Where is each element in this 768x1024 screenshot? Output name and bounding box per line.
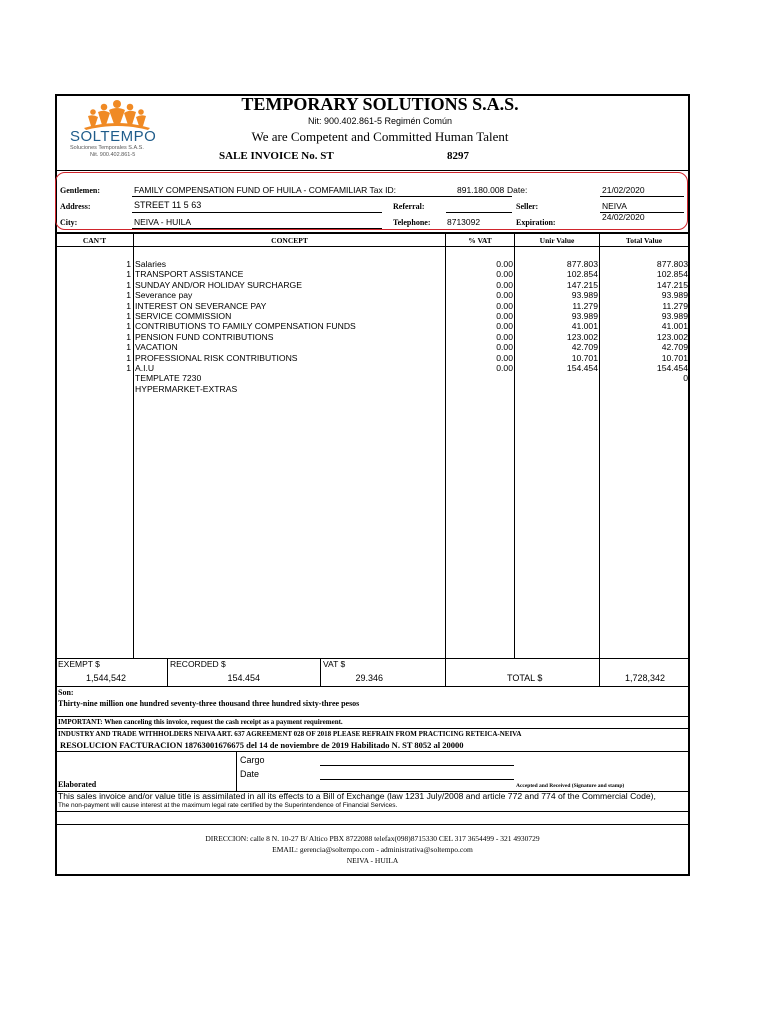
row-qty: 1 [126, 362, 131, 373]
table-row [56, 363, 689, 373]
row-qty: 1 [126, 342, 131, 353]
row-vat: 0.00 [496, 259, 513, 269]
header-qty: CAN'T [82, 236, 107, 245]
row-concept: A.I.U [135, 362, 155, 373]
row-qty: 1 [126, 290, 131, 301]
withholders-note: INDUSTRY AND TRADE WITHHOLDERS NEIVA ART. 637 AGREEMENT 028 OF 2018 PLEASE REFRAIN FROM PRACTICING RETEICA-NEIVA [58, 730, 522, 738]
row-vat: 0.00 [496, 352, 513, 363]
recorded-value: 154.454 [227, 673, 260, 683]
table-row [56, 301, 689, 311]
expiration-value: 24/02/2020 [602, 212, 645, 222]
table-row [56, 332, 689, 342]
exempt-label: EXEMPT $ [58, 659, 100, 669]
elaborated-label: Elaborated [58, 780, 97, 789]
cargo-label: Cargo [240, 755, 265, 765]
row-total-value: 147.215 [656, 279, 688, 290]
invoice-number: 8297 [447, 150, 469, 162]
row-concept: PENSION FUND CONTRIBUTIONS [135, 331, 274, 342]
row-qty: 1 [126, 352, 131, 363]
row-concept: VACATION [135, 342, 178, 353]
logo-nit: Nit. 900.402.861-5 [90, 152, 136, 158]
address-label: Address: [60, 202, 91, 211]
row-unit-value: 877.803 [566, 259, 598, 269]
logo-brand: SOLTEMPO [70, 128, 157, 145]
row-unit-value: 42.709 [571, 342, 598, 353]
expiration-label: Expiration: [516, 218, 556, 227]
header-concept: CONCEPT [271, 236, 308, 245]
table-row [56, 342, 689, 352]
sign-date-label: Date [240, 769, 260, 779]
row-qty: 1 [126, 300, 131, 311]
row-unit-value: 123.002 [566, 331, 598, 342]
telephone-label: Telephone: [393, 218, 431, 227]
row-unit-value: 11.279 [572, 300, 598, 311]
table-row [56, 259, 689, 269]
company-tagline: We are Competent and Committed Human Talent [251, 129, 509, 144]
table-row [56, 280, 689, 290]
row-concept: TEMPLATE 7230 [135, 373, 202, 384]
important-note: IMPORTANT: When canceling this invoice, request the cash receipt as a payment requirement. [58, 718, 343, 726]
row-total-value: 41.001 [661, 321, 688, 332]
row-unit-value: 102.854 [566, 269, 598, 280]
row-vat: 0.00 [496, 310, 513, 321]
total-value: 1,728,342 [624, 673, 665, 683]
telephone-value: 8713092 [447, 217, 481, 227]
table-row [56, 269, 689, 279]
row-concept: TRANSPORT ASSISTANCE [135, 269, 244, 280]
legal-line-2: The non-payment will cause interest at the maximum legal rate certified by the Superintendence of Financial Services. [58, 802, 398, 809]
row-vat: 0.00 [496, 362, 513, 373]
resolution-note: RESOLUCION FACTURACION 18763001676675 del 14 de noviembre de 2019 Habilitado N. ST 8052 al 20000 [60, 740, 464, 750]
row-concept: CONTRIBUTIONS TO FAMILY COMPENSATION FUNDS [135, 321, 356, 332]
row-total-value: 123.002 [656, 331, 688, 342]
gentlemen-label: Gentlemen: [60, 186, 100, 195]
row-qty: 1 [126, 269, 131, 280]
row-total-value: 0 [683, 373, 688, 384]
row-concept: SUNDAY AND/OR HOLIDAY SURCHARGE [135, 279, 302, 290]
row-vat: 0.00 [496, 279, 513, 290]
row-unit-value: 41.001 [571, 321, 598, 332]
logo-people-icon [62, 98, 172, 132]
table-row [56, 321, 689, 331]
row-concept: Salaries [135, 259, 167, 269]
logo-subtitle: Soluciones Temporales S.A.S. [70, 145, 144, 151]
row-qty: 1 [126, 321, 131, 332]
table-row [56, 373, 689, 383]
row-vat: 0.00 [496, 300, 513, 311]
date-value: 21/02/2020 [602, 185, 645, 195]
row-total-value: 10.701 [661, 352, 688, 363]
vat-label: VAT $ [323, 659, 346, 669]
accepted-label: Accepted and Received (Signature and stamp) [516, 783, 625, 789]
amount-in-words: Thirty-nine million one hundred seventy-three thousand three hundred sixty-three pesos [58, 699, 360, 708]
table-row [56, 290, 689, 300]
row-unit-value: 10.701 [571, 352, 598, 363]
row-concept: SERVICE COMMISSION [135, 310, 232, 321]
row-vat: 0.00 [496, 321, 513, 332]
city-value: NEIVA - HUILA [134, 217, 191, 227]
row-vat: 0.00 [496, 342, 513, 353]
city-label: City: [60, 218, 78, 227]
row-total-value: 93.989 [661, 310, 688, 321]
row-vat: 0.00 [496, 269, 513, 280]
table-row [56, 311, 689, 321]
son-label: Son: [58, 688, 74, 697]
row-vat: 0.00 [496, 331, 513, 342]
row-concept: PROFESSIONAL RISK CONTRIBUTIONS [135, 352, 298, 363]
footer-email: EMAIL: gerencia@soltempo.com - administrativa@soltempo.com [272, 845, 473, 854]
header-total-value: Total Value [625, 236, 663, 245]
legal-line-1: This sales invoice and/or value title is assimilated in all its effects to a Bill of Exchange (law 1231 July/2008 and article 772 and 774 of the Commercial Code), [58, 791, 656, 801]
row-unit-value: 93.989 [571, 290, 598, 301]
footer-address: DIRECCION: calle 8 N. 10-27 B/ Altico PBX 8722088 telefax(098)8715330 CEL 317 3654499 - 321 4930729 [205, 834, 540, 843]
row-concept: HYPERMARKET-EXTRAS [135, 383, 238, 394]
date-label: Date: [507, 185, 528, 195]
row-unit-value: 147.215 [566, 279, 598, 290]
recorded-label: RECORDED $ [170, 659, 226, 669]
row-concept: INTEREST ON SEVERANCE PAY [135, 300, 267, 311]
exempt-value: 1,544,542 [85, 673, 126, 683]
referral-label: Referral: [393, 202, 425, 211]
row-total-value: 42.709 [661, 342, 688, 353]
seller-value: NEIVA [602, 201, 627, 211]
row-unit-value: 154.454 [566, 362, 598, 373]
tax-id-value: 891.180.008 [457, 185, 505, 195]
table-row [56, 384, 689, 394]
total-label: TOTAL $ [507, 673, 543, 683]
row-qty: 1 [126, 279, 131, 290]
company-name: TEMPORARY SOLUTIONS S.A.S. [241, 94, 519, 114]
company-nit: Nit: 900.402.861-5 Regimén Común [307, 116, 453, 126]
row-total-value: 102.854 [656, 269, 688, 280]
row-qty: 1 [126, 331, 131, 342]
row-total-value: 154.454 [656, 362, 688, 373]
gentlemen-value: FAMILY COMPENSATION FUND OF HUILA - COMFAMILIAR Tax ID: [134, 185, 396, 195]
row-total-value: 877.803 [656, 259, 688, 269]
table-row [56, 353, 689, 363]
company-logo [62, 98, 172, 162]
row-qty: 1 [126, 259, 131, 269]
footer-city: NEIVA - HUILA [346, 856, 399, 865]
row-unit-value: 93.989 [571, 310, 598, 321]
row-total-value: 11.279 [662, 300, 688, 311]
header-unit-value: Unir Value [539, 236, 575, 245]
vat-value: 29.346 [355, 673, 383, 683]
seller-label: Seller: [516, 202, 539, 211]
items-list [56, 259, 689, 394]
row-concept: Severance pay [135, 290, 193, 301]
row-total-value: 93.989 [661, 290, 688, 301]
row-vat: 0.00 [496, 290, 513, 301]
row-qty: 1 [126, 310, 131, 321]
header-vat: % VAT [468, 236, 492, 245]
address-value: STREET 11 5 63 [134, 200, 202, 210]
invoice-label: SALE INVOICE No. ST [219, 150, 334, 162]
